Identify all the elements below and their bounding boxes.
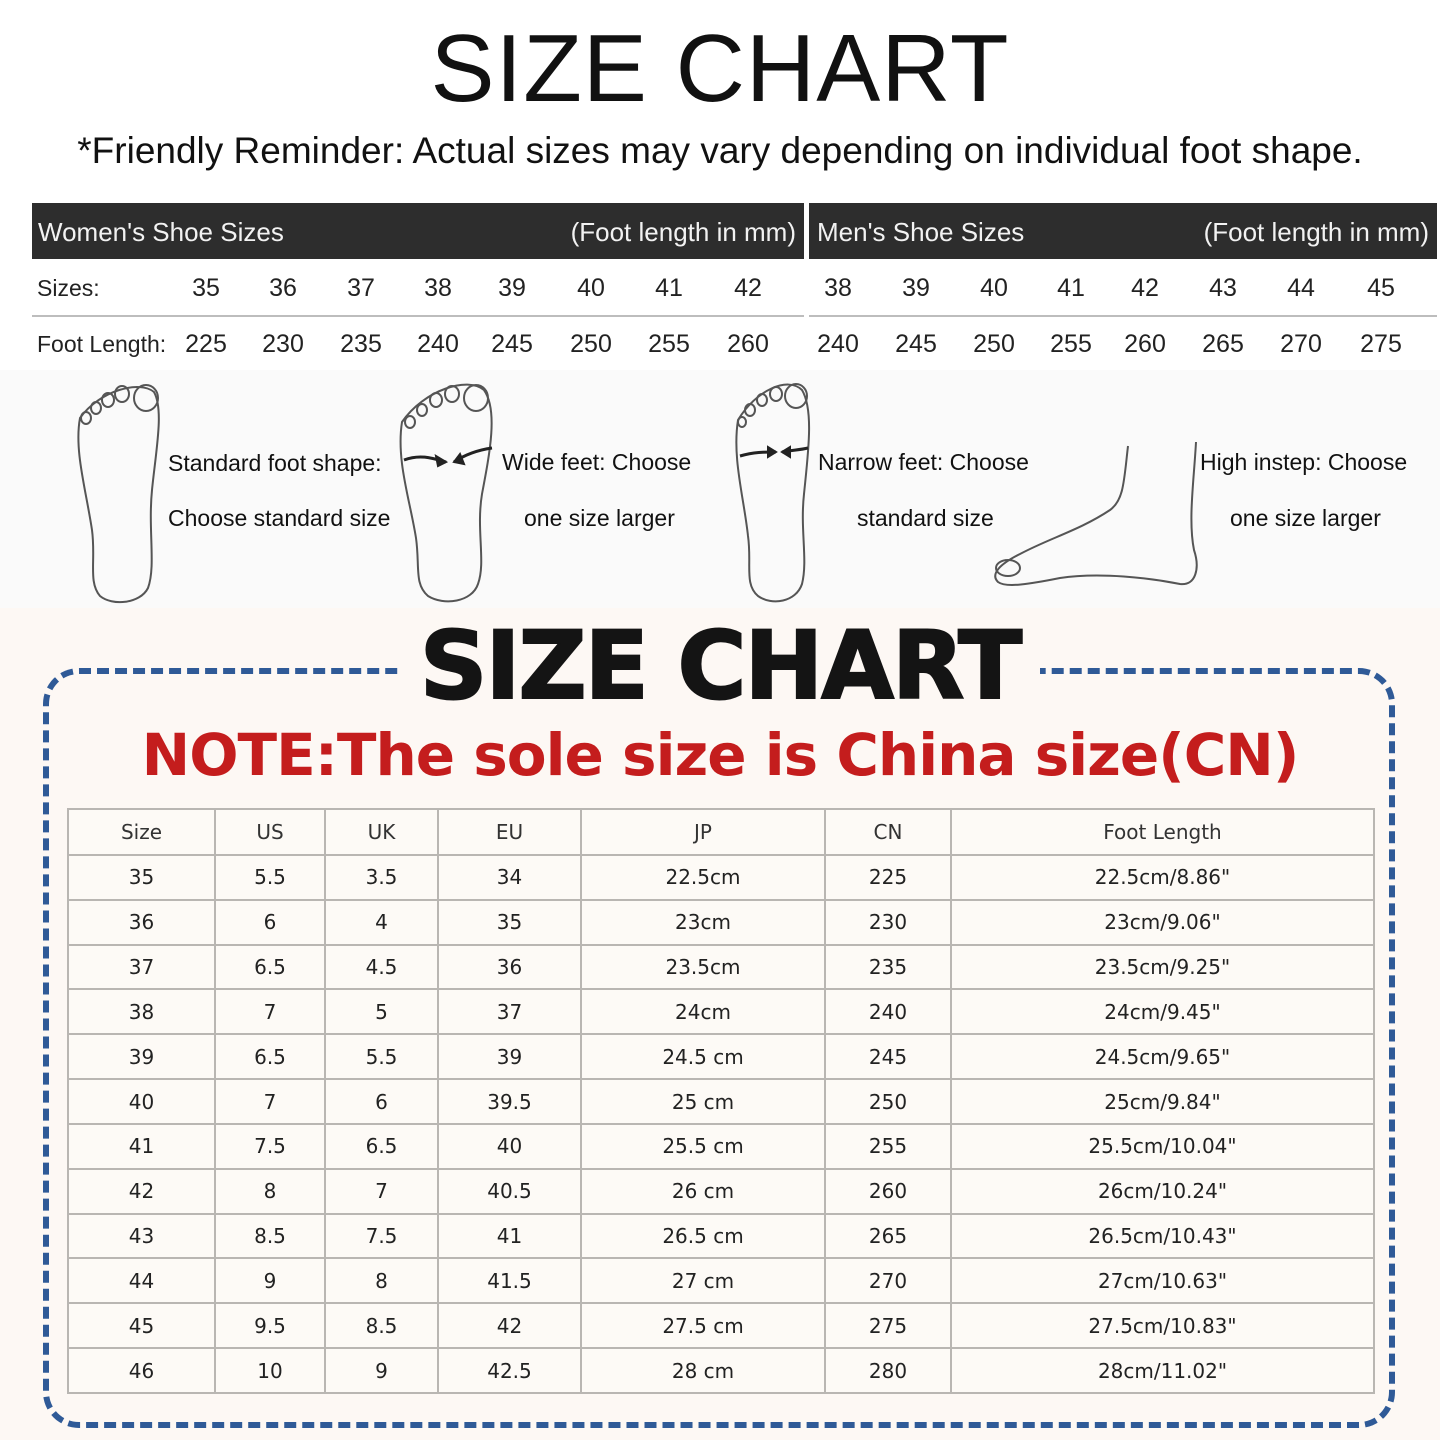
- table-cell: 7: [215, 989, 325, 1034]
- table-row: [68, 1034, 1374, 1079]
- table-row: [68, 1303, 1374, 1348]
- table-cell: 42.5: [438, 1348, 581, 1393]
- men-size: 39: [902, 274, 930, 302]
- women-length: 225: [185, 330, 227, 358]
- table-row: [68, 900, 1374, 945]
- table-cell: 6.5: [215, 1034, 325, 1079]
- foot-illustrations: [0, 370, 1440, 610]
- table-cell: 24cm/9.45": [951, 989, 1374, 1034]
- women-length: 235: [340, 330, 382, 358]
- table-cell: 42: [438, 1303, 581, 1348]
- table-cell: 35: [438, 900, 581, 945]
- standard-foot-icon: [78, 385, 158, 602]
- table-cell: 39: [68, 1034, 215, 1079]
- table-cell: 7: [215, 1079, 325, 1124]
- men-length-row: [809, 317, 1437, 371]
- table-cell: 24cm: [581, 989, 825, 1034]
- table-cell: 250: [825, 1079, 951, 1124]
- table-cell: 25 cm: [581, 1079, 825, 1124]
- women-length: 240: [417, 330, 459, 358]
- column-header: Foot Length: [951, 809, 1374, 855]
- table-cell: 35: [68, 855, 215, 900]
- women-size: 42: [734, 274, 762, 302]
- table-cell: 8.5: [325, 1303, 438, 1348]
- table-cell: 37: [438, 989, 581, 1034]
- table-cell: 27 cm: [581, 1258, 825, 1303]
- table-cell: 22.5cm: [581, 855, 825, 900]
- table-cell: 24.5 cm: [581, 1034, 825, 1079]
- men-length: 240: [817, 330, 859, 358]
- women-sizes-row: [32, 261, 804, 315]
- table-cell: 245: [825, 1034, 951, 1079]
- table-cell: 6.5: [325, 1124, 438, 1169]
- men-size: 40: [980, 274, 1008, 302]
- table-cell: 3.5: [325, 855, 438, 900]
- men-length: 270: [1280, 330, 1322, 358]
- women-title: Women's Shoe Sizes: [38, 217, 284, 247]
- table-cell: 40: [68, 1079, 215, 1124]
- women-length-row: [32, 317, 804, 371]
- table-row: [68, 1124, 1374, 1169]
- table-cell: 5.5: [325, 1034, 438, 1079]
- women-length: 255: [648, 330, 690, 358]
- men-length: 265: [1202, 330, 1244, 358]
- friendly-reminder: *Friendly Reminder: Actual sizes may vary depending on individual foot shape.: [77, 130, 1363, 171]
- table-cell: 275: [825, 1303, 951, 1348]
- standard-tip-line1: Standard foot shape:: [168, 450, 382, 476]
- table-cell: 41: [68, 1124, 215, 1169]
- table-cell: 8: [325, 1258, 438, 1303]
- women-header-bar: [32, 203, 804, 259]
- page-title: SIZE CHART: [430, 15, 1010, 122]
- table-cell: 24.5cm/9.65": [951, 1034, 1374, 1079]
- men-size: 44: [1287, 274, 1315, 302]
- table-cell: 25.5cm/10.04": [951, 1124, 1374, 1169]
- table-cell: 23.5cm/9.25": [951, 945, 1374, 990]
- women-size: 40: [577, 274, 605, 302]
- table-cell: 6.5: [215, 945, 325, 990]
- table-cell: 270: [825, 1258, 951, 1303]
- table-cell: 40.5: [438, 1169, 581, 1214]
- table-row: [68, 989, 1374, 1034]
- table-cell: 25.5 cm: [581, 1124, 825, 1169]
- table-cell: 7.5: [325, 1214, 438, 1259]
- table-cell: 5.5: [215, 855, 325, 900]
- men-size-panel: [809, 203, 1437, 369]
- men-length: 255: [1050, 330, 1092, 358]
- table-cell: 5: [325, 989, 438, 1034]
- table-cell: 40: [438, 1124, 581, 1169]
- table-cell: 26 cm: [581, 1169, 825, 1214]
- table-cell: 36: [68, 900, 215, 945]
- men-sizes-row: [809, 261, 1437, 315]
- women-size-panel: [32, 203, 804, 369]
- table-cell: 8.5: [215, 1214, 325, 1259]
- table-cell: 23.5cm: [581, 945, 825, 990]
- column-header: UK: [325, 809, 438, 855]
- table-cell: 7.5: [215, 1124, 325, 1169]
- wide-foot-icon: [401, 385, 492, 602]
- table-row: [68, 945, 1374, 990]
- table-cell: 280: [825, 1348, 951, 1393]
- women-size: 37: [347, 274, 375, 302]
- table-cell: 34: [438, 855, 581, 900]
- standard-tip-line2: Choose standard size: [168, 505, 391, 531]
- men-size: 43: [1209, 274, 1237, 302]
- table-cell: 39.5: [438, 1079, 581, 1124]
- table-cell: 10: [215, 1348, 325, 1393]
- narrow-tip-line2: standard size: [857, 505, 994, 531]
- table-cell: 255: [825, 1124, 951, 1169]
- column-header: Size: [68, 809, 215, 855]
- table-cell: 225: [825, 855, 951, 900]
- table-cell: 9.5: [215, 1303, 325, 1348]
- table-row: [68, 1348, 1374, 1393]
- table-cell: 41: [438, 1214, 581, 1259]
- men-length: 245: [895, 330, 937, 358]
- table-cell: 28cm/11.02": [951, 1348, 1374, 1393]
- table-row: [68, 1214, 1374, 1259]
- women-length: 260: [727, 330, 769, 358]
- women-size: 38: [424, 274, 452, 302]
- table-cell: 27.5 cm: [581, 1303, 825, 1348]
- table-cell: 36: [438, 945, 581, 990]
- table-cell: 230: [825, 900, 951, 945]
- table-cell: 240: [825, 989, 951, 1034]
- table-cell: 9: [325, 1348, 438, 1393]
- table-cell: 45: [68, 1303, 215, 1348]
- sizes-label: Sizes:: [37, 275, 100, 301]
- men-size: 38: [824, 274, 852, 302]
- foot-length-label: Foot Length:: [37, 331, 167, 357]
- narrow-foot-icon: [736, 384, 809, 601]
- table-cell: 8: [215, 1169, 325, 1214]
- instep-tip-line2: one size larger: [1230, 505, 1381, 531]
- size-chart-heading: SIZE CHART: [419, 612, 1021, 721]
- column-header: US: [215, 809, 325, 855]
- table-cell: 235: [825, 945, 951, 990]
- column-header: EU: [438, 809, 581, 855]
- table-cell: 42: [68, 1169, 215, 1214]
- men-unit: (Foot length in mm): [1203, 217, 1429, 247]
- table-cell: 265: [825, 1214, 951, 1259]
- women-size: 35: [192, 274, 220, 302]
- women-size: 41: [655, 274, 683, 302]
- men-length: 250: [973, 330, 1015, 358]
- table-cell: 37: [68, 945, 215, 990]
- table-cell: 4.5: [325, 945, 438, 990]
- instep-tip-line1: High instep: Choose: [1200, 449, 1408, 475]
- table-cell: 28 cm: [581, 1348, 825, 1393]
- table-cell: 27.5cm/10.83": [951, 1303, 1374, 1348]
- table-cell: 25cm/9.84": [951, 1079, 1374, 1124]
- table-cell: 23cm/9.06": [951, 900, 1374, 945]
- men-title: Men's Shoe Sizes: [817, 217, 1025, 247]
- table-cell: 260: [825, 1169, 951, 1214]
- narrow-tip-line1: Narrow feet: Choose: [818, 449, 1029, 475]
- table-cell: 7: [325, 1169, 438, 1214]
- table-cell: 39: [438, 1034, 581, 1079]
- column-header: JP: [581, 809, 825, 855]
- foot-shape-tips: [0, 370, 1440, 610]
- table-cell: 23cm: [581, 900, 825, 945]
- men-header-bar: [809, 203, 1437, 259]
- table-row: [68, 1258, 1374, 1303]
- table-cell: 6: [215, 900, 325, 945]
- column-header: CN: [825, 809, 951, 855]
- table-cell: 46: [68, 1348, 215, 1393]
- table-row: [68, 1169, 1374, 1214]
- women-length: 250: [570, 330, 612, 358]
- table-cell: 27cm/10.63": [951, 1258, 1374, 1303]
- table-cell: 38: [68, 989, 215, 1034]
- table-body: [68, 855, 1374, 1393]
- table-cell: 41.5: [438, 1258, 581, 1303]
- men-length: 275: [1360, 330, 1402, 358]
- cn-size-note: NOTE:The sole size is China size(CN): [141, 721, 1299, 789]
- table-cell: 26.5cm/10.43": [951, 1214, 1374, 1259]
- men-size: 41: [1057, 274, 1085, 302]
- table-cell: 26.5 cm: [581, 1214, 825, 1259]
- women-length: 230: [262, 330, 304, 358]
- table-row: [68, 855, 1374, 900]
- women-length: 245: [491, 330, 533, 358]
- table-header-row: [68, 809, 1374, 855]
- wide-tip-line1: Wide feet: Choose: [502, 449, 692, 475]
- men-size: 42: [1131, 274, 1159, 302]
- table-row: [68, 1079, 1374, 1124]
- table-cell: 9: [215, 1258, 325, 1303]
- table-cell: 26cm/10.24": [951, 1169, 1374, 1214]
- table-cell: 22.5cm/8.86": [951, 855, 1374, 900]
- women-size: 39: [498, 274, 526, 302]
- women-unit: (Foot length in mm): [570, 217, 796, 247]
- table-cell: 44: [68, 1258, 215, 1303]
- cn-size-table: [67, 808, 1375, 1394]
- table-cell: 4: [325, 900, 438, 945]
- table-cell: 43: [68, 1214, 215, 1259]
- table-cell: 6: [325, 1079, 438, 1124]
- men-size: 45: [1367, 274, 1395, 302]
- wide-tip-line2: one size larger: [524, 505, 675, 531]
- men-length: 260: [1124, 330, 1166, 358]
- women-size: 36: [269, 274, 297, 302]
